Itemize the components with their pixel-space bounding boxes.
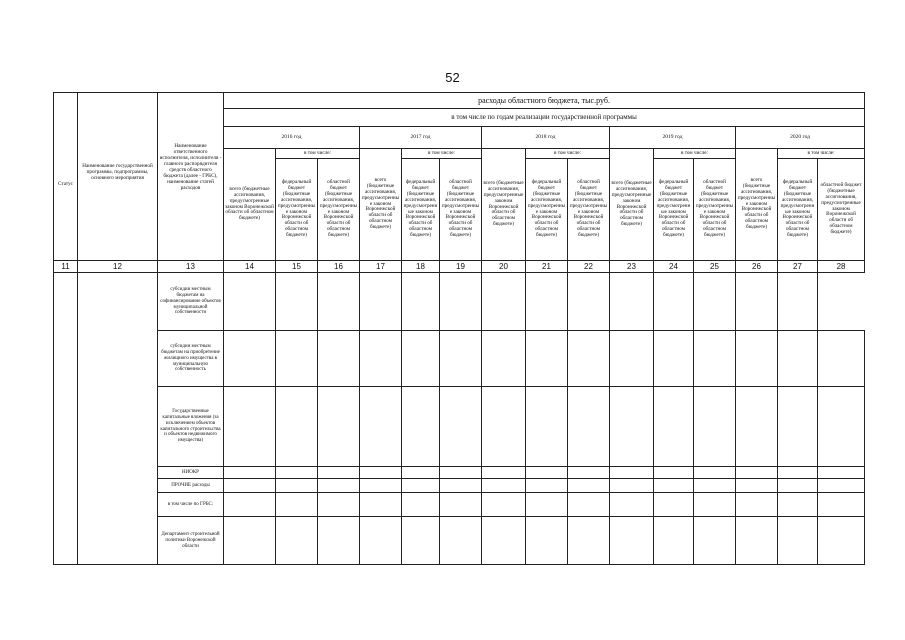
row-label: Государственные капитальные вложения (за исключением объектов капитального строительства и объектов недвижимого имущества) (158, 387, 224, 467)
executor-header: Наименование ответственного исполнителя, исполнителя - главного распорядителя средств областного бюджета (далее - ГРБС), наименование статей расходов (158, 93, 224, 261)
in-that-2019: в том числе: (654, 149, 736, 159)
federal-2018: федеральный бюджет (бюджетные ассигнования, предусмотренные законом Воронежской области об областном бюджете) (526, 159, 568, 261)
table-row (54, 479, 865, 493)
table-row (54, 387, 865, 467)
col-num: 11 (54, 261, 78, 273)
col-num: 14 (224, 261, 276, 273)
sub-title: в том числе по годам реализации государственной программы (224, 109, 865, 127)
in-that-2017: в том числе: (402, 149, 482, 159)
federal-2017: федеральный бюджет (бюджетные ассигнования, предусмотренные законом Воронежской области об областном бюджете) (402, 159, 440, 261)
column-number-row (54, 261, 865, 273)
total-2019: всего (бюджетные ассигнования, предусмотренные законом Воронежской области об областном бюджете) (610, 149, 654, 261)
year-2017: 2017 год (360, 127, 482, 149)
table-row (54, 273, 865, 331)
table-row (54, 467, 865, 479)
in-that-2016: в том числе: (276, 149, 360, 159)
col-num: 16 (318, 261, 360, 273)
top-title: расходы областного бюджета, тыс.руб. (224, 93, 865, 109)
total-2016: всего (бюджетные ассигнования, предусмотренные законом Воронежской области об областном бюджете) (224, 149, 276, 261)
row-label: субсидии местным бюджетам на софинансирование объектов муниципальной собственности (158, 273, 224, 331)
col-num: 24 (654, 261, 694, 273)
col-num: 18 (402, 261, 440, 273)
table-row (54, 517, 865, 565)
year-2019: 2019 год (610, 127, 736, 149)
regional-2017: областной бюджет (бюджетные ассигнования, предусмотренные законом Воронежской области об областном бюджете) (440, 159, 482, 261)
in-that-2020: в том числе: (778, 149, 865, 159)
year-2016: 2016 год (224, 127, 360, 149)
regional-2020: областной бюджет (бюджетные ассигнования, предусмотренные законом Воронежской области об областном бюджете) (818, 159, 865, 261)
federal-2019: федеральный бюджет (бюджетные ассигнования, предусмотренные законом Воронежской области об областном бюджете) (654, 159, 694, 261)
total-2018: всего (бюджетные ассигнования, предусмотренные законом Воронежской области об областном бюджете) (482, 149, 526, 261)
col-num: 27 (778, 261, 818, 273)
name-header: Наименование государственной программы, подпрограммы, основного мероприятия (78, 93, 158, 261)
table-row (54, 493, 865, 517)
federal-2016: федеральный бюджет (бюджетные ассигнования, предусмотренные законом Воронежской области об областном бюджете) (276, 159, 318, 261)
total-2017: всего (бюджетные ассигнования, предусмотренные законом Воронежской области об областном бюджете) (360, 149, 402, 261)
col-num: 21 (526, 261, 568, 273)
page-number: 52 (445, 70, 460, 85)
year-2018: 2018 год (482, 127, 610, 149)
row-label: Департамент строительной политики Воронежской области (158, 517, 224, 565)
col-num: 17 (360, 261, 402, 273)
col-num: 13 (158, 261, 224, 273)
regional-2019: областной бюджет (бюджетные ассигнования, предусмотренные законом Воронежской области об областном бюджете) (694, 159, 736, 261)
name-cell (78, 273, 158, 565)
col-num: 28 (818, 261, 865, 273)
year-2020: 2020 год (736, 127, 865, 149)
col-num: 25 (694, 261, 736, 273)
regional-2018: областной бюджет (бюджетные ассигнования, предусмотренные законом Воронежской области об областном бюджете) (568, 159, 610, 261)
col-num: 19 (440, 261, 482, 273)
col-num: 22 (568, 261, 610, 273)
row-label: субсидии местным бюджетам на приобретение жилищного имущества в муниципальную собственность (158, 331, 224, 387)
budget-table (53, 92, 865, 565)
federal-2020: федеральный бюджет (бюджетные ассигнования, предусмотренные законом Воронежской области об областном бюджете) (778, 159, 818, 261)
status-header: Статус (54, 93, 78, 261)
in-that-2018: в том числе: (526, 149, 610, 159)
col-num: 23 (610, 261, 654, 273)
status-cell (54, 273, 78, 565)
table-row (54, 331, 865, 387)
regional-2016: областной бюджет (бюджетные ассигнования, предусмотренные законом Воронежской области об областном бюджете) (318, 159, 360, 261)
col-num: 15 (276, 261, 318, 273)
col-num: 12 (78, 261, 158, 273)
row-label: ПРОЧИЕ расходы (158, 479, 224, 493)
row-label: НИОКР (158, 467, 224, 479)
col-num: 20 (482, 261, 526, 273)
total-2020: всего (бюджетные ассигнования, предусмотренные законом Воронежской области об областном бюджете) (736, 149, 778, 261)
row-label: в том числе по ГРБС: (158, 493, 224, 517)
col-num: 26 (736, 261, 778, 273)
